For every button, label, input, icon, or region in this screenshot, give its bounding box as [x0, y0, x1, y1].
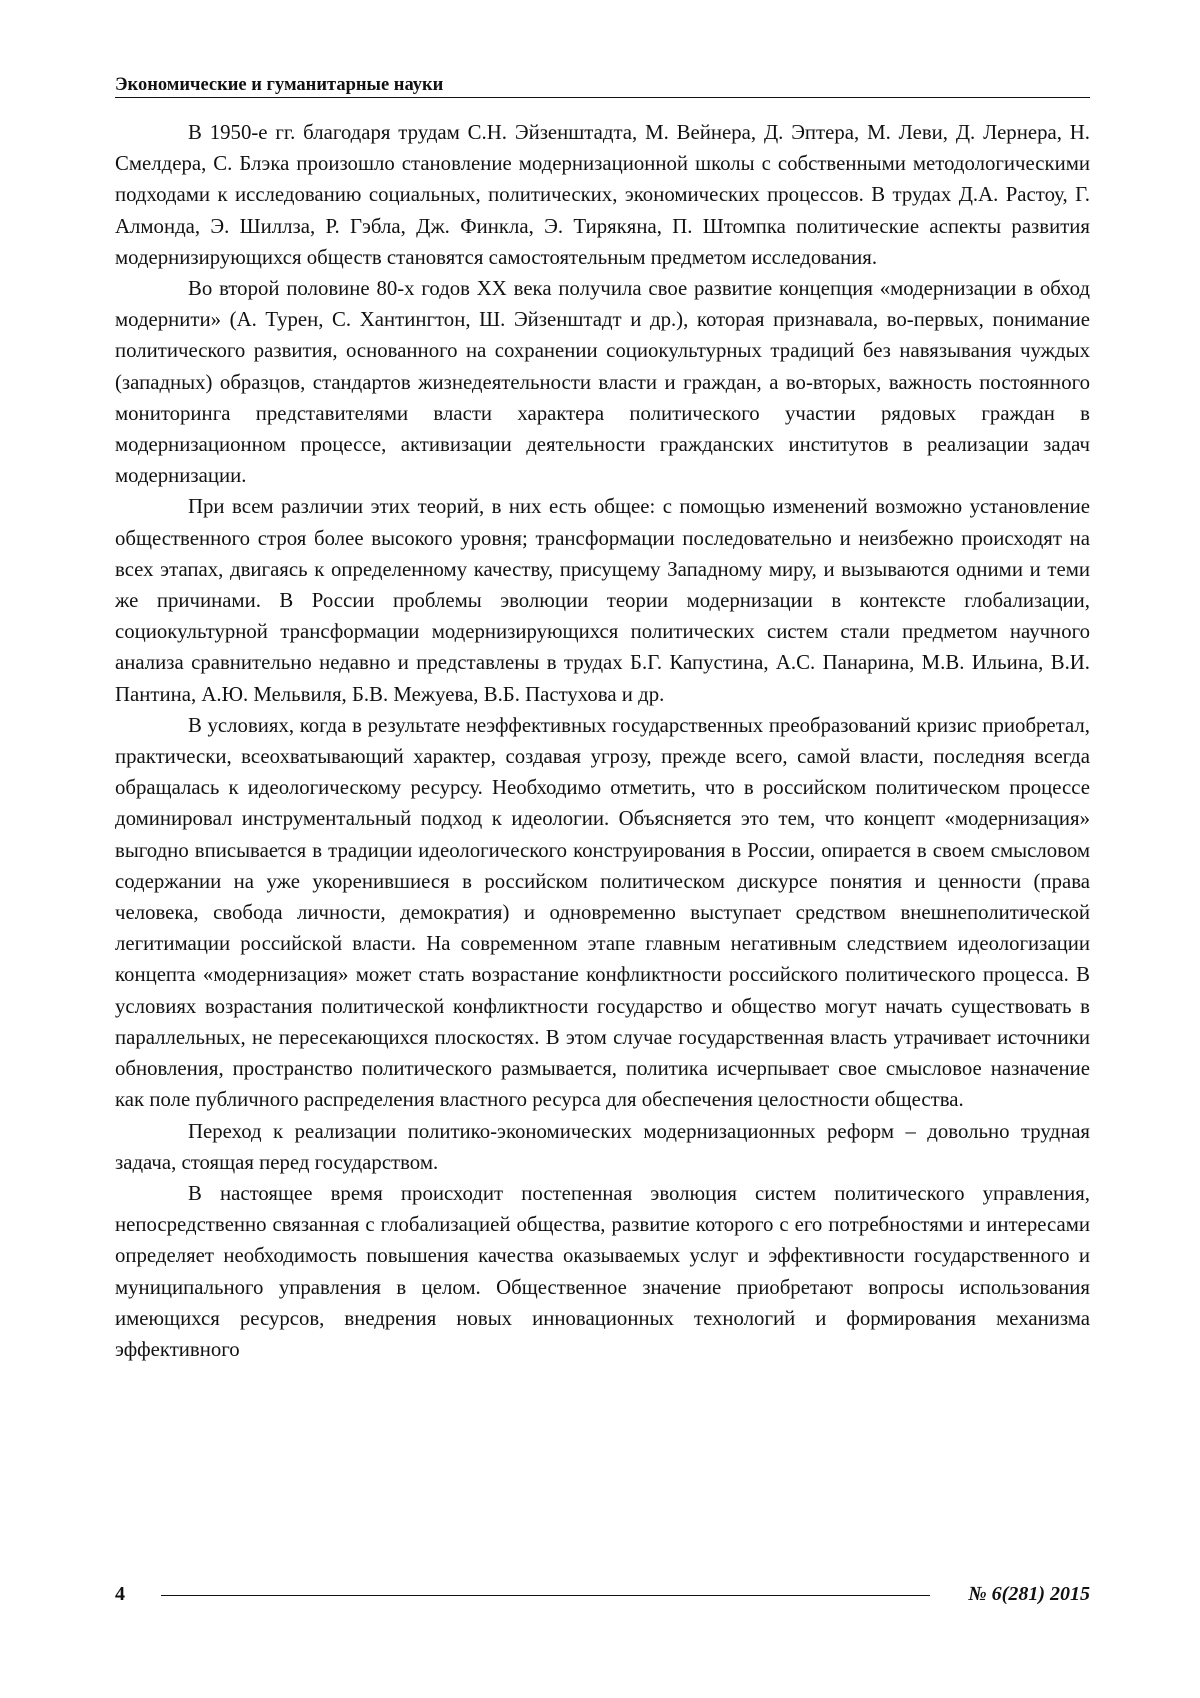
paragraph: Во второй половине 80-х годов XX века получила свое развитие концепция «модернизации в обход модернити» (А. Турен, С. Хантингтон, Ш. Эйзенштадт и др.), которая признавала, во-первых, понимание политического развития, основанного на сохранении социокультурных традиций без навязывания чуждых (западных) образцов, стандартов жизнедеятельности власти и граждан, а во-вторых, важность постоянного мониторинга представителями власти характера политического участии рядовых граждан в модернизационном процессе, активизации деятельности гражданских институтов в реализации задач модернизации. [115, 273, 1090, 491]
document-page [0, 0, 1200, 1698]
paragraph: В настоящее время происходит постепенная эволюция систем политического управления, непосредственно связанная с глобализацией общества, развитие которого с его потребностями и интересами определяет необходимость повышения качества оказываемых услуг и эффективности государственного и муниципального управления в целом. Общественное значение приобретают вопросы использования имеющихся ресурсов, внедрения новых инновационных технологий и формирования механизма эффективного [115, 1178, 1090, 1365]
journal-title: Экономические и гуманитарные науки [115, 75, 443, 95]
page-footer [115, 1580, 1090, 1608]
paragraph: В условиях, когда в результате неэффективных государственных преобразований кризис приобретал, практически, всеохватывающий характер, создавая угрозу, прежде всего, самой власти, последняя всегда обращалась к идеологическому ресурсу. Необходимо отметить, что в российском политическом процессе доминировал инструментальный подход к идеологии. Объясняется это тем, что концепт «модернизация» выгодно вписывается в традиции идеологического конструирования в России, опирается в своем смысловом содержании на уже укоренившиеся в российском политическом дискурсе понятия и ценности (права человека, свобода личности, демократия) и одновременно выступает средством внешнеполитической легитимации российской власти. На современном этапе главным негативным следствием идеологизации концепта «модернизация» может стать возрастание конфликтности российского политического процесса. В условиях возрастания политической конфликтности государство и общество могут начать существовать в параллельных, не пересекающихся плоскостях. В этом случае государственная власть утрачивает источники обновления, пространство политического размывается, политика исчерпывает свое смысловое назначение как поле публичного распределения властного ресурса для обеспечения целостности общества. [115, 710, 1090, 1116]
running-header [115, 74, 1090, 98]
paragraph: При всем различии этих теорий, в них есть общее: с помощью изменений возможно установление общественного строя более высокого уровня; трансформации последовательно и неизбежно происходят на всех этапах, двигаясь к определенному качеству, присущему Западному миру, и вызываются одними и теми же причинами. В России проблемы эволюции теории модернизации в контексте глобализации, социокультурной трансформации модернизирующихся политических систем стали предметом научного анализа сравнительно недавно и представлены в трудах Б.Г. Капустина, А.С. Панарина, М.В. Ильина, В.И. Пантина, А.Ю. Мельвиля, Б.В. Межуева, В.Б. Пастухова и др. [115, 491, 1090, 709]
footer-divider [161, 1595, 930, 1596]
paragraph: В 1950-е гг. благодаря трудам С.Н. Эйзенштадта, М. Вейнера, Д. Эптера, М. Леви, Д. Лернера, Н. Смелдера, С. Блэка произошло становление модернизационной школы с собственными методологическими подходами к исследованию социальных, политических, экономических процессов. В трудах Д.А. Растоу, Г. Алмонда, Э. Шиллза, Р. Гэбла, Дж. Финкла, Э. Тирякяна, П. Штомпка политические аспекты развития модернизирующихся обществ становятся самостоятельным предметом исследования. [115, 117, 1090, 273]
issue-number: № 6(281) 2015 [968, 1580, 1090, 1608]
paragraph: Переход к реализации политико-экономических модернизационных реформ – довольно трудная задача, стоящая перед государством. [115, 1116, 1090, 1178]
article-body [115, 117, 1090, 1365]
page-number: 4 [115, 1580, 125, 1608]
